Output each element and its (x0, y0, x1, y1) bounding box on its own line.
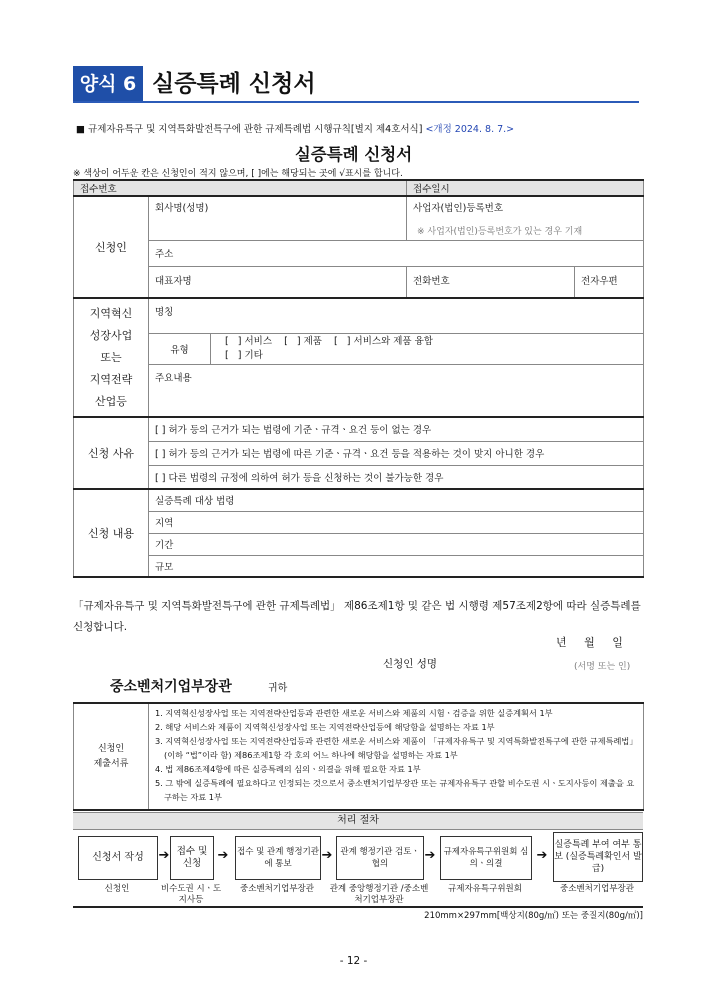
main-content-label: 주요내용 (155, 372, 192, 384)
reason-option[interactable] (149, 441, 644, 465)
reason-option-text: [ ] 다른 법령의 규정에 의하여 허가 등을 신청하는 것이 불가능한 경우 (155, 472, 444, 484)
address-field[interactable] (149, 240, 644, 266)
industry-label-line: 산업등 (95, 394, 127, 408)
content-field-region[interactable] (149, 511, 644, 533)
industry-name-label: 명칭 (155, 307, 174, 318)
required-documents-table (73, 702, 644, 811)
process-caption: 중소벤처기업부장관 (560, 884, 634, 894)
process-step-label: 신청서 작성 (92, 852, 144, 863)
content-field-law[interactable] (149, 489, 644, 511)
representative-label: 대표자명 (155, 275, 192, 287)
content-field-period[interactable] (149, 533, 644, 555)
form-title: 실증특례 신청서 (294, 145, 413, 164)
paper-spec: 210mm×297mm[백상지(80g/㎡) 또는 중질지(80g/㎡)] (424, 911, 643, 921)
main-content-field[interactable] (149, 364, 644, 417)
bullet-icon: ■ (76, 124, 85, 135)
process-step-review (336, 836, 424, 880)
process-step-receive (170, 836, 214, 880)
recipient-suffix: 귀하 (268, 683, 288, 694)
document-item: 3. 지역혁신성장사업 또는 지역전략산업등과 관련한 새로운 서비스와 제품이 「규제자유특구 및 지역특화발전특구에 관한 규제특례법」(이하 “법”이라 함) 제86조제1항 각 호의 어느 하나에 해당함을 설명하는 자료 1부 (155, 736, 638, 760)
representative-field[interactable] (149, 266, 407, 298)
type-option-line[interactable]: [ ] 서비스 [ ] 제품 [ ] 서비스와 제품 융합 (225, 335, 433, 347)
page-title: 실증특례 신청서 (152, 71, 316, 97)
application-form-table (73, 179, 644, 578)
business-number-hint: ※ 사업자(법인)등록번호가 있는 경우 기재 (417, 227, 583, 237)
content-scale-label: 규모 (155, 561, 174, 573)
receipt-number-label: 접수번호 (80, 184, 117, 195)
revision-date: <개정 2024. 8. 7.> (425, 124, 515, 135)
content-period-label: 기간 (155, 540, 174, 551)
industry-label-line: 성장사업 (89, 328, 133, 342)
phone-label: 전화번호 (413, 275, 450, 287)
arrow-right-icon: ➔ (424, 848, 436, 863)
receipt-number-cell (74, 180, 407, 196)
recipient-ministry: 중소벤처기업부장관 (110, 679, 232, 695)
process-step-label: 실증특례 부여 여부 통보 (실증특례확인서 발급) (554, 840, 642, 874)
reason-option[interactable] (149, 417, 644, 441)
type-options[interactable] (211, 333, 644, 364)
signer-label: 신청인 성명 (383, 658, 438, 670)
process-step-label: 관계 행정기관 검토ㆍ협의 (340, 847, 420, 869)
documents-label-line: 신청인 (97, 743, 125, 754)
content-law-label: 실증특례 대상 법령 (155, 496, 235, 508)
content-label: 신청 내용 (74, 489, 149, 577)
address-label: 주소 (155, 248, 174, 260)
page-number: - 12 - (339, 955, 368, 967)
document-item: 1. 지역혁신성장사업 또는 지역전략산업등과 관련한 새로운 서비스와 제품의 시험ㆍ검증을 위한 실증계획서 1부 (155, 708, 553, 718)
phone-field[interactable] (407, 266, 575, 298)
industry-label-line: 지역전략 (89, 372, 133, 386)
application-statement: 「규제자유특구 및 지역특화발전특구에 관한 규제특례법」 제86조제1항 및 같은 법 시행령 제57조제2항에 따라 실증특례를 신청합니다. (73, 600, 641, 633)
signature-hint: (서명 또는 인) (574, 662, 631, 672)
type-option-line[interactable]: [ ] 기타 (225, 349, 263, 361)
process-caption: 관계 중앙행정기관 /중소벤처기업부장관 (329, 884, 429, 905)
process-step-notify (235, 836, 321, 880)
process-step-label: 접수 및 관계 행정기관에 통보 (236, 847, 319, 869)
email-field[interactable] (575, 266, 644, 298)
applicant-label: 신청인 (74, 196, 149, 298)
content-field-scale[interactable] (149, 555, 644, 577)
process-caption: 신청인 (104, 884, 130, 894)
bottom-rule (73, 906, 643, 908)
arrow-right-icon: ➔ (158, 848, 170, 863)
industry-label-line: 지역혁신 (89, 306, 133, 320)
regulation-text: 규제자유특구 및 지역특화발전특구에 관한 규제특례법 시행규칙[별지 제4호서식] (88, 124, 423, 135)
arrow-right-icon: ➔ (321, 848, 333, 863)
date-line[interactable]: 년 월 일 (556, 636, 623, 649)
receipt-date-cell (407, 180, 644, 196)
industry-name-field[interactable] (149, 298, 644, 333)
industry-label (74, 298, 149, 417)
process-caption: 비수도권 시ㆍ도지사등 (160, 884, 222, 905)
documents-list (149, 703, 644, 810)
form-note: ※ 색상이 어두운 칸은 신청인이 적지 않으며, [ ]에는 해당되는 곳에 √표시를 합니다. (73, 169, 403, 179)
business-number-label: 사업자(법인)등록번호 (413, 203, 504, 214)
type-label: 유형 (149, 333, 211, 364)
process-step-committee (440, 836, 532, 880)
process-step-result (553, 832, 643, 882)
reason-option[interactable] (149, 465, 644, 489)
email-label: 전자우편 (581, 275, 618, 287)
process-caption: 규제자유특구위원회 (448, 884, 522, 894)
regulation-line (76, 121, 514, 135)
process-step-apply (78, 836, 158, 880)
document-item: 5. 그 밖에 실증특례에 필요하다고 인정되는 것으로서 중소벤처기업부장관 또는 규제자유특구 관할 비수도권 시ㆍ도지사등이 제출을 요구하는 자료 1부 (155, 778, 635, 802)
receipt-date-label: 접수일시 (413, 184, 450, 195)
process-title: 처리 절차 (73, 812, 643, 830)
content-region-label: 지역 (155, 518, 174, 529)
documents-label (74, 703, 149, 810)
document-item: 4. 법 제86조제4항에 따른 실증특례의 심의ㆍ의결을 위해 필요한 자료 1부 (155, 764, 421, 774)
business-number-field[interactable] (407, 196, 644, 240)
document-item: 2. 해당 서비스와 제품이 지역혁신성장사업 또는 지역전략산업등에 해당함을 설명하는 자료 1부 (155, 722, 495, 732)
reason-label: 신청 사유 (74, 417, 149, 489)
reason-option-text: [ ] 허가 등의 근거가 되는 법령에 기준ㆍ규격ㆍ요건 등이 없는 경우 (155, 425, 432, 437)
company-name-label: 회사명(성명) (155, 203, 209, 214)
title-underline (73, 101, 639, 103)
reason-option-text: [ ] 허가 등의 근거가 되는 법령에 따른 기준ㆍ규격ㆍ요건 등을 적용하는 것이 맞지 아니한 경우 (155, 449, 545, 460)
company-name-field[interactable] (149, 196, 407, 240)
process-step-label: 접수 및 신청 (176, 846, 208, 869)
industry-label-line: 또는 (100, 350, 122, 364)
arrow-right-icon: ➔ (536, 848, 548, 863)
process-step-label: 규제자유특구위원회 심의ㆍ의결 (443, 847, 529, 869)
process-caption: 중소벤처기업부장관 (240, 884, 314, 894)
form-number-badge: 양식 6 (73, 66, 143, 102)
arrow-right-icon: ➔ (217, 848, 229, 863)
documents-label-line: 제출서류 (93, 758, 129, 769)
